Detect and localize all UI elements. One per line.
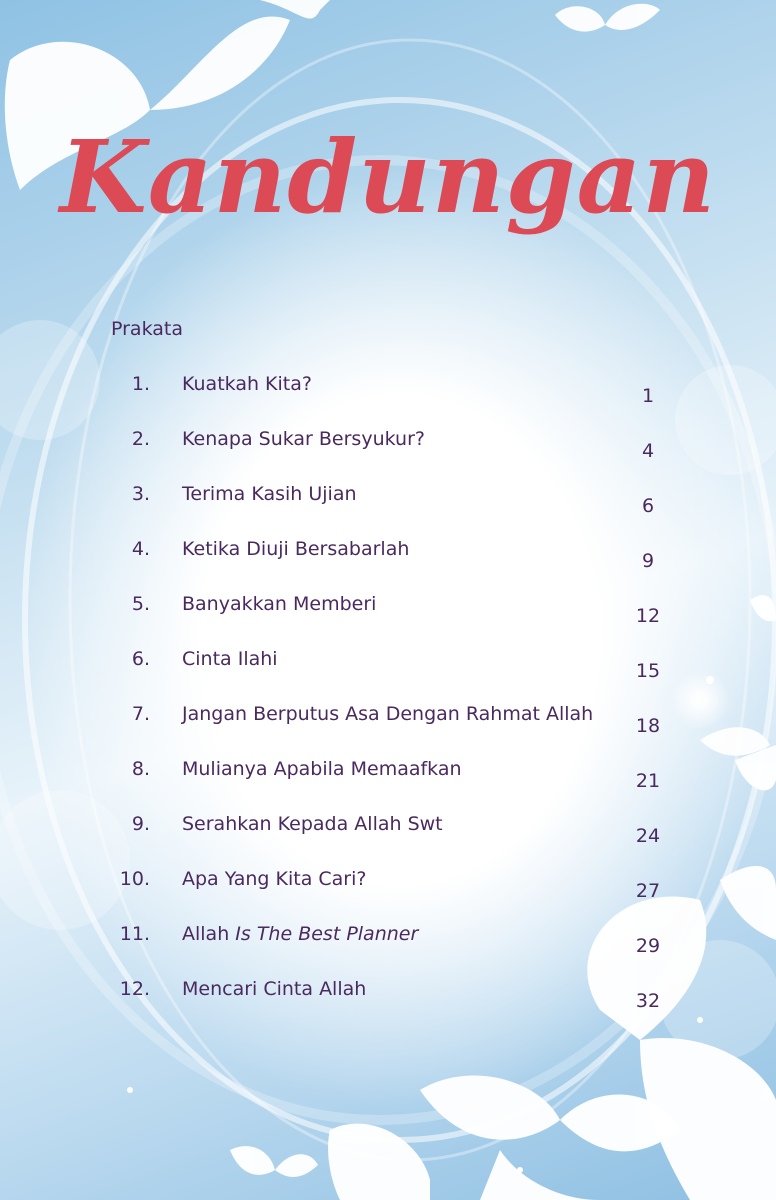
chapter-title-plain: Allah <box>182 923 236 945</box>
toc-entry[interactable] <box>0 868 776 908</box>
chapter-page: 15 <box>635 660 661 682</box>
chapter-title: Apa Yang Kita Cari? <box>182 868 367 890</box>
chapter-title <box>182 923 418 945</box>
toc-entry[interactable] <box>0 703 776 743</box>
chapter-title-italic: Is The Best Planner <box>235 923 419 945</box>
toc-entry[interactable] <box>0 758 776 798</box>
toc-entry[interactable] <box>0 483 776 523</box>
chapter-number: 2. <box>131 428 150 450</box>
toc-entry[interactable] <box>0 593 776 633</box>
chapter-page: 4 <box>641 440 655 462</box>
chapter-title: Cinta Ilahi <box>182 648 278 670</box>
chapter-title: Terima Kasih Ujian <box>182 483 357 505</box>
chapter-number: 11. <box>119 923 150 945</box>
butterfly-icon <box>555 4 660 32</box>
chapter-page: 18 <box>635 715 661 737</box>
chapter-number: 6. <box>131 648 150 670</box>
page-title: Kandungan <box>59 118 717 236</box>
preface-label: Prakata <box>111 318 183 340</box>
chapter-page: 9 <box>641 550 655 572</box>
chapter-page: 6 <box>641 495 655 517</box>
toc-entry[interactable] <box>0 428 776 468</box>
chapter-title: Ketika Diuji Bersabarlah <box>182 538 410 560</box>
chapter-page: 24 <box>635 825 661 847</box>
chapter-page: 32 <box>635 990 661 1012</box>
toc-entry[interactable] <box>0 373 776 413</box>
toc-entry[interactable] <box>0 538 776 578</box>
toc-entry[interactable] <box>0 923 776 963</box>
chapter-title: Serahkan Kepada Allah Swt <box>182 813 443 835</box>
toc-entry[interactable] <box>0 813 776 853</box>
chapter-title: Kenapa Sukar Bersyukur? <box>182 428 425 450</box>
chapter-title: Banyakkan Memberi <box>182 593 377 615</box>
toc-entry[interactable] <box>0 648 776 688</box>
chapter-number: 10. <box>119 868 150 890</box>
toc-entry[interactable] <box>0 978 776 1018</box>
chapter-number: 4. <box>131 538 150 560</box>
chapter-title: Kuatkah Kita? <box>182 373 312 395</box>
chapter-number: 9. <box>131 813 150 835</box>
chapter-number: 8. <box>131 758 150 780</box>
chapter-title: Mulianya Apabila Memaafkan <box>182 758 462 780</box>
chapter-number: 3. <box>131 483 150 505</box>
chapter-page: 21 <box>635 770 661 792</box>
chapter-page: 1 <box>641 385 655 407</box>
chapter-number: 7. <box>131 703 150 725</box>
chapter-title: Mencari Cinta Allah <box>182 978 367 1000</box>
chapter-number: 5. <box>131 593 150 615</box>
chapter-page: 12 <box>635 605 661 627</box>
butterfly-icon <box>230 1076 680 1200</box>
chapter-number: 12. <box>119 978 150 1000</box>
chapter-page: 27 <box>635 880 661 902</box>
chapter-title: Jangan Berputus Asa Dengan Rahmat Allah <box>182 703 594 725</box>
chapter-page: 29 <box>635 935 661 957</box>
chapter-number: 1. <box>131 373 150 395</box>
